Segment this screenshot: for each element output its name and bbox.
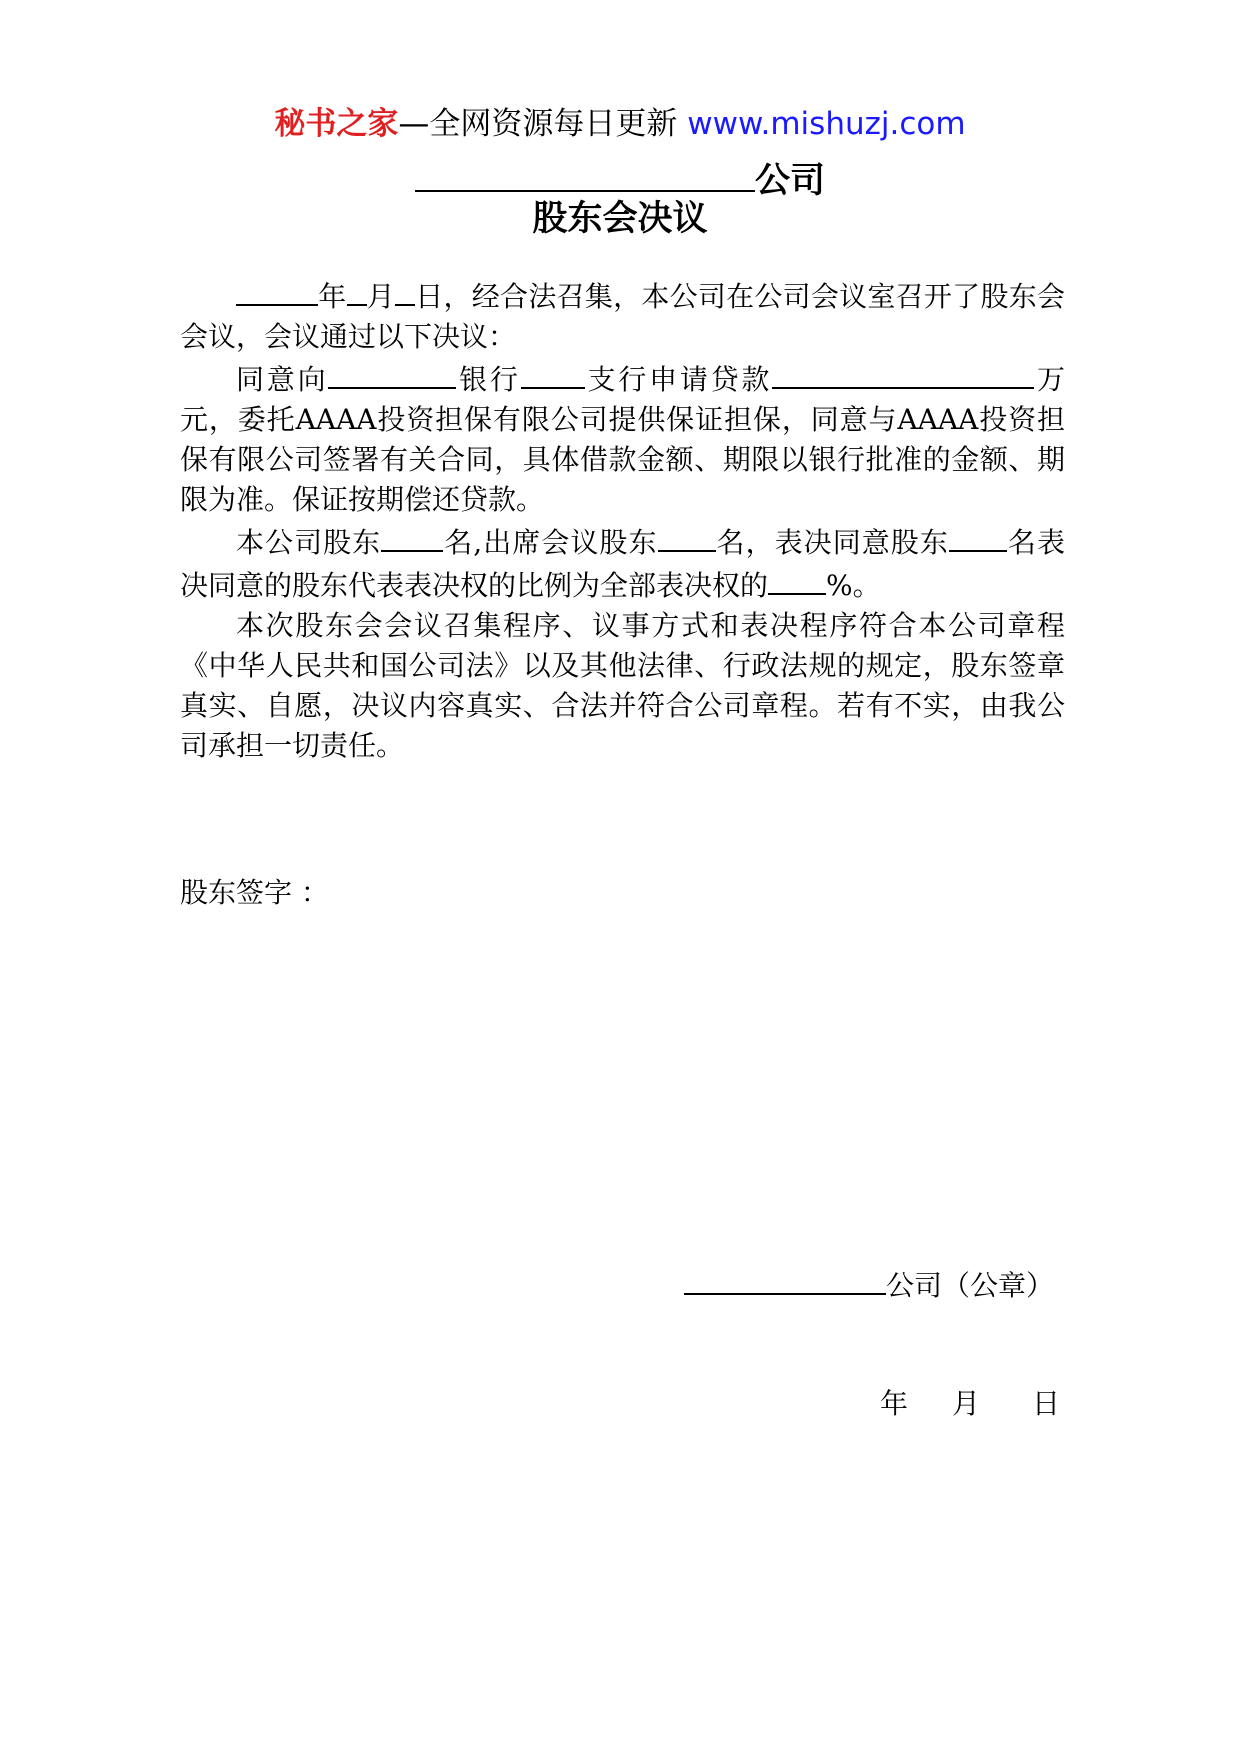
para3-text-1: 本公司股东 xyxy=(236,526,382,559)
para1-text-year: 年 xyxy=(318,280,347,313)
approve-count-blank xyxy=(949,520,1007,552)
paragraph-vote xyxy=(180,520,1065,606)
company-suffix: 公司 xyxy=(754,161,825,201)
site-url[interactable]: www.mishuzj.com xyxy=(687,106,966,142)
company-seal-label: 公司（公章） xyxy=(886,1269,1055,1302)
para2-text-2: 银行 xyxy=(456,363,521,396)
company-seal-blank xyxy=(684,1263,886,1295)
branch-blank xyxy=(521,357,585,389)
site-header xyxy=(0,104,1240,144)
document-title: 股东会决议 xyxy=(532,199,708,239)
date-month: 月 xyxy=(952,1387,981,1420)
para3-text-2: 名,出席会议股东 xyxy=(443,526,658,559)
para3-text-5: %。 xyxy=(826,569,881,602)
company-name-blank xyxy=(415,154,755,192)
company-seal-line xyxy=(684,1263,1054,1306)
paragraph-loan xyxy=(180,357,1065,520)
shareholder-count-blank xyxy=(381,520,443,552)
date-day: 日 xyxy=(1032,1387,1061,1420)
date-year: 年 xyxy=(880,1387,909,1420)
resolution-body xyxy=(180,274,1065,766)
para2-text-4: 万元，委托AAAA投资担保有限公司提供保证担保，同意与AAAA投资担保有限公司签署有关合同，具体借款金额、期限以银行批准的金额、期限为准。保证按期偿还贷款。 xyxy=(180,363,1065,516)
shareholder-signature-label: 股东签字 ： xyxy=(180,876,329,909)
para2-text-3: 支行申请贷款 xyxy=(584,363,773,396)
day-blank xyxy=(395,274,415,306)
month-blank xyxy=(347,274,367,306)
header-tagline: —全网资源每日更新 xyxy=(398,106,688,142)
bank-blank xyxy=(328,357,456,389)
para3-text-3: 名，表决同意股东 xyxy=(715,526,949,559)
year-blank xyxy=(236,274,318,306)
amount-blank xyxy=(772,357,1034,389)
para2-text-1: 同意向 xyxy=(236,363,329,396)
date-line xyxy=(880,1384,1060,1424)
paragraph-compliance: 本次股东会会议召集程序、议事方式和表决程序符合本公司章程《中华人民共和国公司法》以及其他法律、行政法规的规定，股东签章真实、自愿，决议内容真实、合法并符合公司章程。若有不实，由我公司承担一切责任。 xyxy=(180,609,1065,762)
attendee-count-blank xyxy=(658,520,716,552)
para3-text-4: 名表决同意的股东代表表决权的比例为全部表决权的 xyxy=(180,526,1065,602)
brand-name: 秘书之家 xyxy=(274,106,399,142)
percent-blank xyxy=(768,563,826,595)
para1-text-rest: 日，经合法召集，本公司在公司会议室召开了股东会会议，会议通过以下决议： xyxy=(180,280,1065,353)
paragraph-meeting xyxy=(180,274,1065,357)
para1-text-month: 月 xyxy=(366,280,396,313)
company-title xyxy=(0,154,1240,203)
